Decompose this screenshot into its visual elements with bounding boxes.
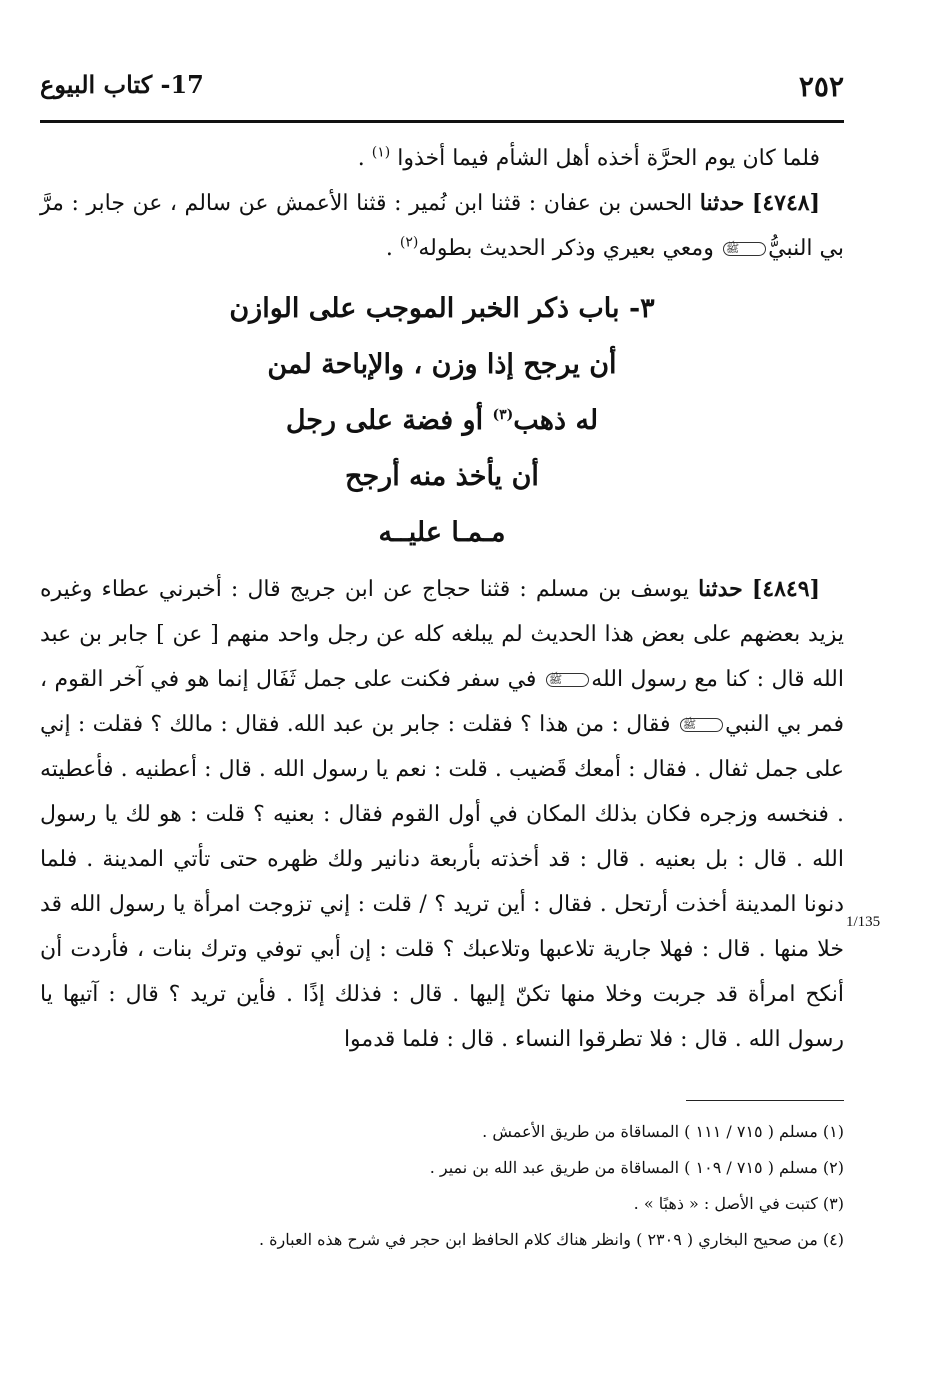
haddathana-word: حدثنا — [699, 190, 745, 216]
chapter-heading-line: مـمـا عليــه — [378, 517, 506, 548]
text-run: ومعي بعيري وذكر الحديث بطوله — [418, 236, 714, 261]
text-run: في سفر فكنت على جمل ثَفَال إنما هو في آخر القوم ، فمر بي النبي — [40, 667, 844, 737]
hadith-4748 — [40, 181, 844, 271]
salawat-icon: ﷺ — [723, 242, 766, 256]
text-run: أو فضة على رجل — [285, 405, 493, 436]
running-title: 17- كتاب البيوع — [40, 70, 204, 99]
haddathana-word: حدثنا — [698, 576, 743, 602]
footnote-ref-2: (٢) — [399, 234, 419, 251]
footnote-rule — [686, 1100, 844, 1101]
chapter-heading-line: أن يرجح إذا وزن ، والإباحة لمن — [267, 349, 617, 380]
margin-reference: 1/135 — [846, 914, 881, 930]
chapter-heading — [40, 281, 844, 561]
hadith-4849 — [40, 567, 844, 1062]
footnote-item: (١) مسلم ( ٧١٥ / ١١١ ) المساقاة من طريق الأعمش . — [482, 1122, 844, 1141]
chapter-heading-line: أن يأخذ منه أرجح — [345, 461, 539, 492]
footnote-item: (٣) كتبت في الأصل : « ذهبًا » . — [633, 1194, 844, 1213]
footnotes — [40, 1114, 844, 1258]
salawat-icon: ﷺ — [546, 673, 589, 687]
main-text — [40, 136, 844, 1062]
salawat-icon: ﷺ — [680, 718, 723, 732]
header-rule — [40, 120, 844, 123]
text-run: . — [385, 236, 400, 261]
page-header — [40, 64, 844, 114]
paragraph-continuation — [40, 136, 844, 181]
text-run: فقال : من هذا ؟ فقلت : جابر بن عبد الله. فقال : مالك ؟ فقلت : إني على جمل ثفال . فقال : أمعك قَضيب . قلت : نعم يا رسول الله . قال : أعطنيه . فأعطيته . فنخسه وزجره فكان بذلك المكان في أول القوم فقال : بعنيه ؟ قلت : هو لك يا رسول الله . قال : بل بعنيه . قال : قد أخذته بأربعة دنانير ولك ظهره حتى تأتي المدينة . فلما دنونا المدينة أخذت أرتحل . فقال : أين تريد ؟ / قلت : إني تزوجت امرأة يا رسول الله قد خلا منها . قال : فهلا جارية تلاعبها وتلاعبك ؟ قلت : إن أبي توفي وترك بنات ، فأردت أن أنكح امرأة قد جربت وخلا منها تكنّ إليها . قال : فذلك إذًا . فأين تريد ؟ قال : آتيها يا رسول الله . قال : فلا تطرقوا النساء . قال : فلما قدموا — [40, 712, 844, 1052]
chapter-heading-line — [40, 393, 844, 449]
chapter-heading-line: ٣- باب ذكر الخبر الموجب على الوازن — [229, 293, 655, 324]
text-run: فلما كان يوم الحرَّة أخذه أهل الشأم فيما أخذوا — [397, 146, 820, 171]
text-run: له ذهب — [513, 405, 599, 436]
footnote-item: (٢) مسلم ( ٧١٥ / ١٠٩ ) المساقاة من طريق عبد الله بن نمير . — [429, 1158, 844, 1177]
hadith-number: [٤٧٤٨] — [751, 190, 821, 216]
text-run: يوسف بن مسلم : قثنا حجاج عن ابن جريج قال : أخبرني عطاء وغيره يزيد بعضهم على بعض هذا الحديث لم يبلغه كله عن رجل واحد منهم [ عن ] جابر بن عبد الله قال : كنا مع رسول الله — [40, 577, 844, 692]
footnote-ref-1: (١) — [371, 144, 391, 161]
page-number: ٢٥٢ — [798, 70, 844, 103]
hadith-number: [٤٨٤٩] — [751, 576, 820, 602]
footnote-ref-3: (٣) — [492, 407, 514, 423]
text-run: . — [357, 146, 372, 171]
text-run: الحسن بن عفان : قثنا ابن نُمير : قثنا الأعمش عن سالم ، عن جابر : مرَّ بي النبيُّ — [40, 191, 844, 261]
footnote-item: (٤) من صحيح البخاري ( ٢٣٠٩ ) وانظر هناك كلام الحافظ ابن حجر في شرح هذه العبارة . — [259, 1230, 844, 1249]
